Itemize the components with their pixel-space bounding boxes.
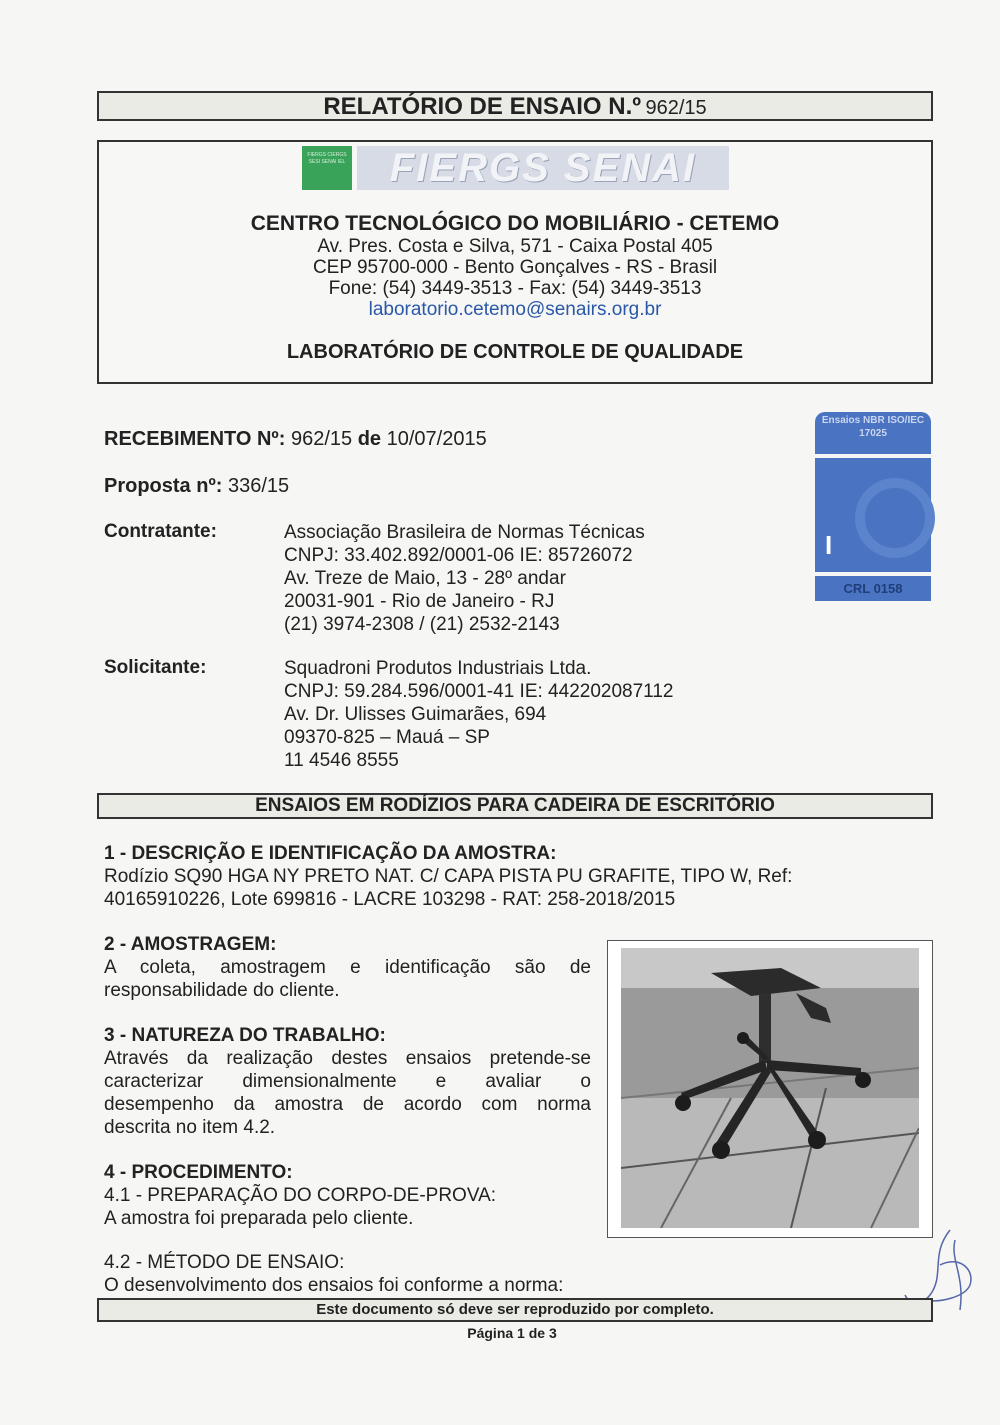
contractor-details bbox=[284, 521, 645, 636]
badge-body bbox=[815, 458, 931, 572]
requester-line: CNPJ: 59.284.596/0001-41 IE: 442202087112 bbox=[284, 681, 674, 702]
org-cep: CEP 95700-000 - Bento Gonçalves - RS - Brasil bbox=[312, 257, 718, 278]
section-1-line: Rodízio SQ90 HGA NY PRETO NAT. C/ CAPA PISTA PU GRAFITE, TIPO W, Ref: bbox=[104, 866, 793, 887]
proposal-value: 336/15 bbox=[227, 475, 290, 497]
contractor-line: 20031-901 - Rio de Janeiro - RJ bbox=[284, 591, 555, 612]
section-1 bbox=[104, 842, 904, 911]
section-4-sub2: 4.2 - MÉTODO DE ENSAIO: bbox=[104, 1252, 345, 1273]
contractor-line: Av. Treze de Maio, 13 - 28º andar bbox=[284, 568, 566, 589]
org-phone: Fone: (54) 3449-3513 - Fax: (54) 3449-3513 bbox=[328, 278, 702, 299]
section-3-line: desempenho da amostra de acordo com norma bbox=[104, 1094, 591, 1115]
section-2-line: A coleta, amostragem e identificação são de bbox=[104, 957, 591, 978]
page-number: Página 1 de 3 bbox=[467, 1325, 557, 1341]
section-title-bar bbox=[97, 793, 933, 819]
section-2-line: responsabilidade do cliente. bbox=[104, 980, 340, 1001]
proposal-row bbox=[104, 475, 289, 498]
proposal-label: Proposta nº: bbox=[104, 475, 223, 497]
requester-line: 09370-825 – Mauá – SP bbox=[284, 727, 490, 748]
receipt-label: RECEBIMENTO Nº: bbox=[104, 428, 286, 450]
receipt-date: 10/07/2015 bbox=[386, 428, 487, 450]
report-title-bar bbox=[97, 91, 933, 121]
section-4-sub1: 4.1 - PREPARAÇÃO DO CORPO-DE-PROVA: bbox=[104, 1185, 497, 1206]
section-4-sub1-text: A amostra foi preparada pelo cliente. bbox=[104, 1208, 414, 1229]
receipt-of: de bbox=[357, 428, 382, 450]
org-email[interactable] bbox=[99, 298, 931, 321]
report-number: 962/15 bbox=[645, 97, 707, 119]
receipt-row bbox=[104, 428, 487, 451]
requester-label: Solicitante: bbox=[104, 657, 207, 678]
accreditation-badge bbox=[815, 412, 931, 601]
badge-top-label: Ensaios NBR ISO/IEC 17025 bbox=[815, 412, 931, 454]
org-name: CENTRO TECNOLÓGICO DO MOBILIÁRIO - CETEMO bbox=[250, 212, 780, 235]
requester-line: 11 4546 8555 bbox=[284, 750, 399, 771]
section-2-heading: 2 - AMOSTRAGEM: bbox=[104, 934, 277, 955]
section-3-heading: 3 - NATUREZA DO TRABALHO: bbox=[104, 1025, 386, 1046]
section-2 bbox=[104, 933, 591, 1002]
contractor-line: CNPJ: 33.402.892/0001-06 IE: 85726072 bbox=[284, 545, 633, 566]
badge-code: CRL 0158 bbox=[815, 576, 931, 601]
requester-details bbox=[284, 657, 673, 772]
section-title: ENSAIOS EM RODÍZIOS PARA CADEIRA DE ESCRITÓRIO bbox=[255, 795, 775, 816]
contractor-line: (21) 3974-2308 / (21) 2532-2143 bbox=[284, 614, 560, 635]
section-3-line: Através da realização destes ensaios pretende-se bbox=[104, 1048, 591, 1069]
contractor-label: Contratante: bbox=[104, 521, 217, 542]
fiergs-small-logo: FIERGS CIERGS SESI SENAI IEL bbox=[302, 146, 352, 190]
lab-name: LABORATÓRIO DE CONTROLE DE QUALIDADE bbox=[286, 341, 744, 363]
section-3-line: caracterizar dimensionalmente e avaliar o bbox=[104, 1071, 591, 1092]
sample-photo bbox=[621, 948, 919, 1228]
sample-photo-frame bbox=[607, 940, 933, 1238]
receipt-number: 962/15 bbox=[290, 428, 353, 450]
requester-line: Squadroni Produtos Industriais Ltda. bbox=[284, 658, 592, 679]
badge-circle-shape bbox=[855, 478, 935, 558]
footer-notice: Este documento só deve ser reproduzido por completo. bbox=[316, 1301, 714, 1318]
email-link[interactable]: laboratorio.cetemo@senairs.org.br bbox=[368, 299, 662, 320]
badge-letter: I bbox=[825, 530, 833, 560]
fiergs-senai-logo: FIERGS SENAI bbox=[357, 146, 729, 190]
section-1-heading: 1 - DESCRIÇÃO E IDENTIFICAÇÃO DA AMOSTRA: bbox=[104, 843, 557, 864]
section-4-sub2-text: O desenvolvimento dos ensaios foi conforme a norma: bbox=[104, 1275, 564, 1296]
footer-notice-bar bbox=[97, 1298, 933, 1322]
header-box bbox=[97, 140, 933, 384]
section-3-line: descrita no item 4.2. bbox=[104, 1117, 276, 1138]
requester-line: Av. Dr. Ulisses Guimarães, 694 bbox=[284, 704, 547, 725]
org-address: Av. Pres. Costa e Silva, 571 - Caixa Postal 405 bbox=[317, 236, 713, 257]
section-1-line: 40165910226, Lote 699816 - LACRE 103298 - RAT: 258-2018/2015 bbox=[104, 889, 676, 910]
section-4-heading: 4 - PROCEDIMENTO: bbox=[104, 1162, 293, 1183]
contractor-line: Associação Brasileira de Normas Técnicas bbox=[284, 522, 645, 543]
section-3 bbox=[104, 1024, 591, 1139]
report-title: RELATÓRIO DE ENSAIO N.º bbox=[323, 93, 642, 120]
